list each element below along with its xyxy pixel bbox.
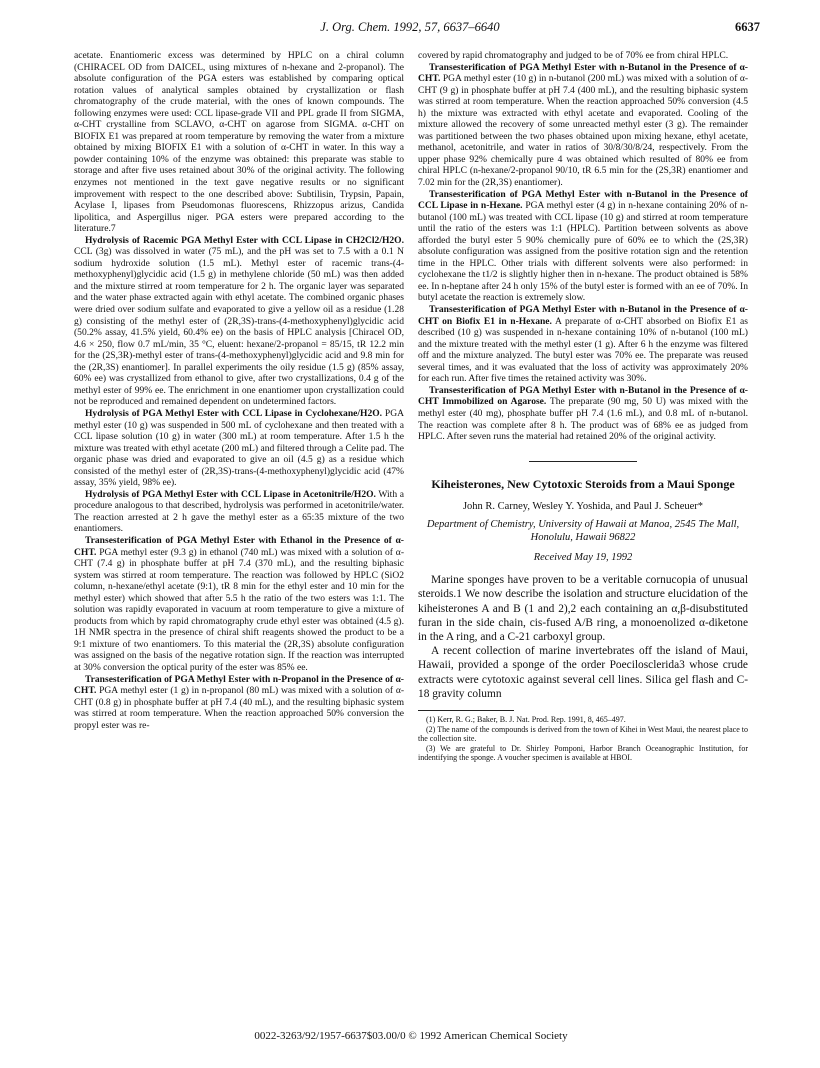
paragraph: Transesterification of PGA Methyl Ester with n-Propanol in the Presence of α-CHT. PGA methyl ester (1 g) in n-propanol (80 mL) was mixed with a solution of α-CHT (0.8 g) in phosphate buffer at pH 7.4 (40 mL), and the resulting biphasic system was stirred at room temperature. When the reaction approached 50% conversion the propyl ester was re- [74,673,404,731]
paragraph: Hydrolysis of PGA Methyl Ester with CCL Lipase in Cyclohexane/H2O. PGA methyl ester (10 g) was suspended in 500 mL of cyclohexane and then treated with a CCL lipase solution (10 g) in water (300 mL) at room temperature. After 1.5 h the mixture was treated with ethyl acetate (200 mL) and filtered through a Celite pad. The organic phase was dried and evaporated to give an oil (4.5 g) as a residue which consisted of the methyl ester of (2R,3S)-trans-(4-methoxyphenyl)glycidic acid (47% assay, 35% yield, 98% ee). [74,407,404,489]
footnote: (2) The name of the compounds is derived from the town of Kihei in West Maui, the nearest place to the collection site. [418,724,748,744]
article-title: Kiheisterones, New Cytotoxic Steroids from a Maui Sponge [431,476,735,491]
paragraph: A recent collection of marine invertebrates off the island of Maui, Hawaii, provided a sponge of the order Poecilosclerida3 whose crude extracts were cytotoxic against several cell lines. Silica gel flash and C-18 gravity column [418,645,748,700]
footnote-divider [418,710,514,711]
procedure-heading: Hydrolysis of PGA Methyl Ester with CCL Lipase in Acetonitrile/H2O. [85,488,376,500]
paragraph: acetate. Enantiomeric excess was determined by HPLC on a chiral column (CHIRACEL OD from DAICEL, using mixtures of n-hexane and 2-propanol). The absolute configuration of the PGA esters was established by comparing optical rotation values of analytical samples obtained by crystallization or flash chromatography of the crude material, with the ones of known compounds. The following enzymes were used: CCL lipase-grade VII and PPL grade II from SIGMA, α-CHT crystalline from SCLAVO, α-CHT on agarose from SIGMA. α-CHT on BIOFIX E1 was prepared at room temperature by removing the water from a mixture obtained by mixing BIOFIX E1 with a solution of α-CHT in water. In this way a powder containing 10% of the enzyme was obtained: this preparate was stable to storage and after five uses retained about 30% of the original activity. The following enzymes not mentioned in the text gave negative results or no significant improvement with respect to the one described above: Subtilisin, Trypsin, Papain, Acylase I, lipases from Pseudomonas fluorescens, Rhizzopus arizus, Candida lipolitica, and Aspergillus niger. PGA esters were prepared according to the literature.7 [74,50,404,235]
paragraph: Transesterification of PGA Methyl Ester with n-Butanol in the Presence of α-CHT. PGA methyl ester (10 g) in n-butanol (200 mL) was mixed with a solution of α-CHT (9 g) in phosphate buffer at pH 7.4 (400 mL), and the resulting biphasic system was stirred at room temperature. When the reaction approached 50% conversion (4.5 h) the mixture was extracted with ethyl acetate and evaporated. Cooling of the mixture allowed the recovery of some unreacted methyl ester (3 g). The remainder was partitioned between the two phases obtained upon mixing hexane, ethyl acetate, methanol, acetonitrile, and water in ratios of 30/8/30/8/24, respectively. From the upper phase 92% chemically pure 4 was obtained which resulted of 80% ee from chiral HPLC (n-hexane/2-propanol 90/10, tR 6.5 min for the (2S,3R) enantiomer and 7.02 min for the (2R,3S) enantiomer). [418,61,749,189]
procedure-heading: Transesterification of PGA Methyl Ester with n-Butanol in the Presence of α-CHT. [418,61,748,85]
paragraph: covered by rapid chromatography and judged to be of 70% ee from chiral HPLC. [418,50,729,61]
footnote: (3) We are grateful to Dr. Shirley Pomponi, Harbor Branch Oceanographic Institution, for indentifying the sponge. A voucher specimen is available at HBOI. [418,743,748,763]
paragraph: Hydrolysis of PGA Methyl Ester with CCL Lipase in Acetonitrile/H2O. With a procedure analogous to that described, hydrolysis was performed in acetonitrile/water. The reaction arrested at 2 h gave the methyl ester as a 65:35 mixture of the two enantiomers. [74,488,404,535]
paragraph: Transesterification of PGA Methyl Ester with Ethanol in the Presence of α-CHT. PGA methyl ester (9.3 g) in ethanol (740 mL) was mixed with a solution of α-CHT (7.4 g) in phosphate buffer at pH 7.4 (370 mL), and the resulting biphasic system was stirred at room temperature. The reaction was followed by HPLC (SiO2 column, n-hexane/ethyl acetate (9:1), tR 8 min for the ethyl ester and 10 min for the methyl ester) which showed that after 5.5 h the ratio of the two esters was 1:1. The solution was rapidly evaporated in vacuum at room temperature to give a mixture of products from which by rapid chromatography crude ethyl ester was obtained (4.5 g). 1H NMR spectra in the presence of chiral shift reagents showed the product to be a 9:1 mixture of two enantiomers. To this material the (2R,3S) absolute configuration was assigned on the basis of the negative rotation sign. If the reaction was interrupted at 30% conversion the optical purity of the ester was 85% ee. [74,534,404,673]
article-body [418,573,748,701]
procedure-heading: Hydrolysis of Racemic PGA Methyl Ester with CCL Lipase in CH2Cl2/H2O. [85,234,404,246]
left-column [74,50,404,731]
paragraph: Hydrolysis of Racemic PGA Methyl Ester with CCL Lipase in CH2Cl2/H2O. CCL (3g) was dissolved in water (75 mL), and the pH was set to 7.5 with a 0.1 N sodium hydroxide solution (1.5 mL). Methyl ester of racemic trans-(4-methoxyphenyl)glycidic acid (1.5 g) in methylene chloride (50 mL) was then added and the mixture stirred at room temperature for 2 h. The organic layer was separated and the water phase extracted again with ethyl acetate. The combined organic phases were dried over sodium sulfate and evaporated to give a yellow oil as a residue (1.28 g) consisting of the methyl ester of (2R,3S)-trans-(4-methoxyphenyl)glycidic acid (50.2% assay, 41.5% yield, 60.4% ee) on the basis of HPLC analysis [Chiracel OD, 4.6 × 250, flow 0.7 mL/min, 35 °C, eluent: hexane/2-propanol = 85/15, tR 12.2 min for the (2S,3R)-methyl ester of trans-(4-methoxyphenyl)glycidic acid and 9.8 min for the (2R,3S) enantiomer]. In parallel experiments the oily residue (1.5 g) (85% assay, 60% ee) was crystallized from ethanol to give, after two crystallizations, 0.4 g of the methyl ester of 99% ee. The enrichment in one enantiomer upon crystallization could not be reproduced and remained dependent on undetermined factors. [74,234,404,408]
received-date: Received May 19, 1992 [533,551,633,563]
page-number: 6637 [735,20,760,34]
article-divider [529,461,637,462]
procedure-heading: Transesterification of PGA Methyl Ester with n-Propanol in the Presence of α-CHT. [74,673,404,697]
article-authors: John R. Carney, Wesley Y. Yoshida, and Paul J. Scheuer* [462,500,704,512]
paragraph: Marine sponges have proven to be a veritable cornucopia of unusual steroids.1 We now describe the isolation and structure elucidation of the kiheisterones A and B (1 and 2),2 each containing an α,β-disubstituted furan in the side chain, cis-fused A/B ring, a monoenolized α-diketone in the A ring, and a C-21 carboxyl group. [418,574,748,643]
paragraph: Transesterification of PGA Methyl Ester with n-Butanol in the Presence of α-CHT on Biofix E1 in n-Hexane. A preparate of α-CHT absorbed on Biofix E1 as described (10 g) was suspended in n-hexane containing 10% of n-butanol (100 mL) and the mixture treated with the methyl ester (1 g). After 6 h the enzyme was filtered off and the mixture analyzed. The butyl ester was 70% ee. The preparate was reused several times, and it was evaluated that the loss of activity was approximately 20% for each run. After five times the retained activity was 30%. [418,304,748,385]
procedure-heading: Hydrolysis of PGA Methyl Ester with CCL Lipase in Cyclohexane/H2O. [85,407,383,419]
procedure-heading: Transesterification of PGA Methyl Ester with n-Butanol in the Presence of CCL Lipase in n-Hexane. [418,188,748,212]
footnotes [418,715,748,763]
author-affiliation: Department of Chemistry, University of Hawaii at Manoa, 2545 The Mall, Honolulu, Hawaii 96822 [426,518,740,543]
running-header [60,20,760,38]
page-footer: 0022-3263/92/1957-6637$03.00/0 © 1992 American Chemical Society [254,1030,568,1042]
right-column [418,50,748,763]
procedure-heading: Transesterification of PGA Methyl Ester with n-Butanol in the Presence of α-CHT Immobilized on Agarose. [418,384,748,408]
procedure-heading: Transesterification of PGA Methyl Ester with Ethanol in the Presence of α-CHT. [74,534,404,558]
paragraph: Transesterification of PGA Methyl Ester with n-Butanol in the Presence of α-CHT Immobilized on Agarose. The preparate (90 mg, 50 U) was mixed with the methyl ester (40 mg), phosphate buffer pH 7.4 (1.6 mL), and 0.8 mL of n-butanol. The reaction was complete after 8 h. The product was of 68% ee as judged from HPLC. After seven runs the material had retained 20% of the original activity. [418,384,749,443]
journal-citation: J. Org. Chem. 1992, 57, 6637–6640 [320,20,500,34]
paragraph: Transesterification of PGA Methyl Ester with n-Butanol in the Presence of CCL Lipase in n-Hexane. PGA methyl ester (4 g) in n-hexane containing 20% of n-butanol (100 mL) was treated with CCL lipase (10 g) and stirred at room temperature until the ratio of the esters was 1:1 (HPLC). Partition between solvents as above afforded the butyl ester 5 90% chemically pure of 60% ee to which the (2S,3R) absolute configuration was assigned from the positive rotation sign and the retention time in the HPLC. Other trials with different solvents were also performed: in cyclohexane the t1/2 is slightly higher then in n-hexane. The product obtained is 58% ee. In n-heptane after 24 h only 15% of the butyl ester is formed with an ee of 70%. In butyl acetate the reaction is extremely slow. [418,188,748,304]
procedure-heading: Transesterification of PGA Methyl Ester with n-Butanol in the Presence of α-CHT on Biofix E1 in n-Hexane. [418,304,748,327]
footnote: (1) Kerr, R. G.; Baker, B. J. Nat. Prod. Rep. 1991, 8, 465–497. [426,714,626,724]
